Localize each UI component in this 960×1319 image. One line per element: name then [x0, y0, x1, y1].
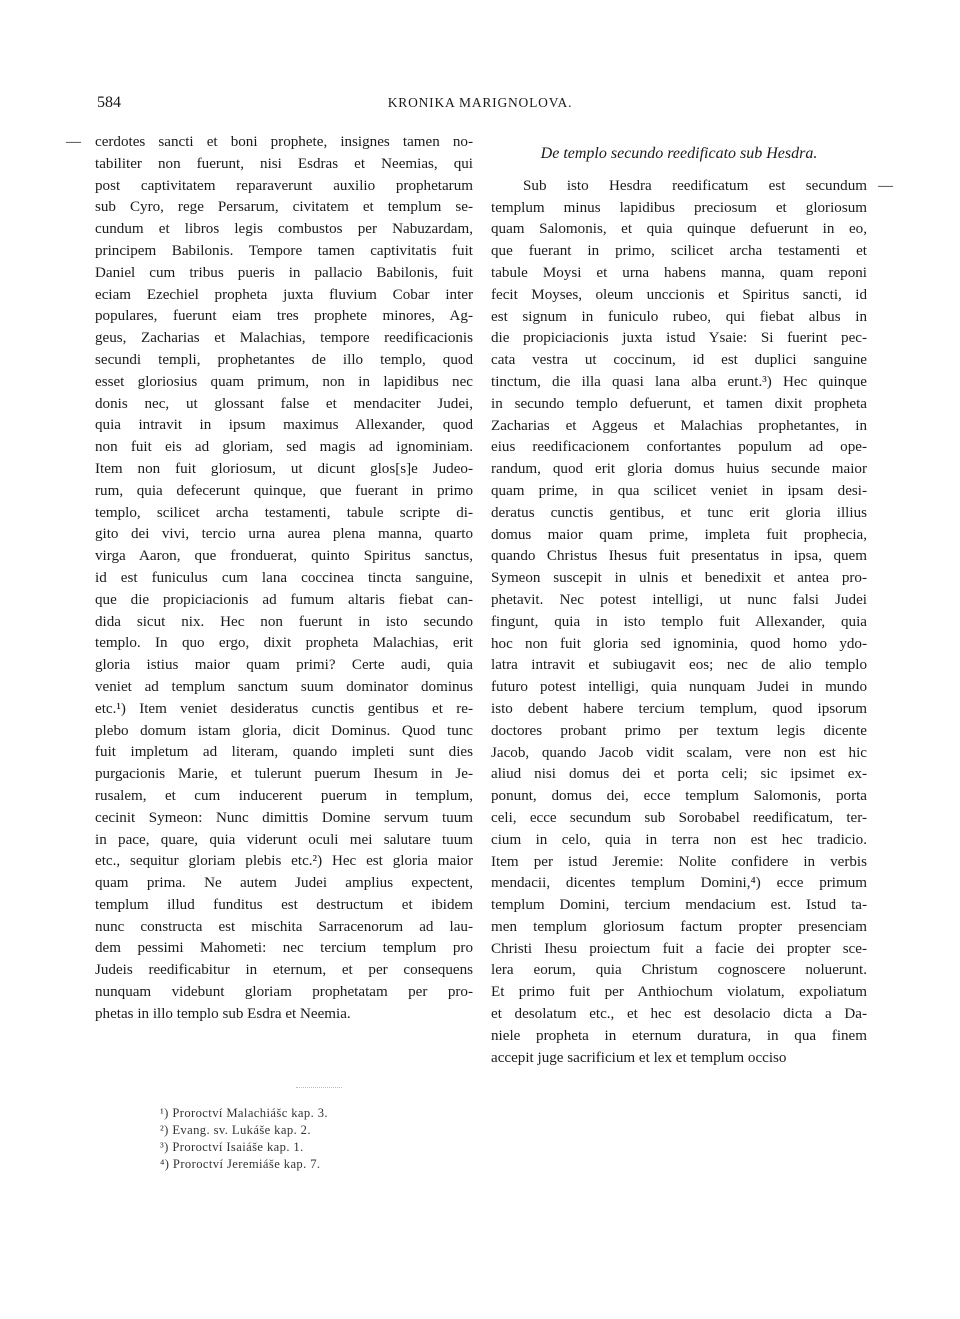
text-line: quam prima. Ne autem Judei amplius expectent, [95, 875, 473, 892]
text-line: ponunt, domus dei, ecce templum Salomonis, porta [491, 788, 867, 805]
text-line: est signum in funiculo rubeo, qui fiebat albus in [491, 308, 867, 325]
text-line: non fuit eis ad gloriam, sed magis ad ignominiam. [95, 439, 473, 456]
margin-dash-left: — [66, 134, 81, 150]
text-line: quam Salomonis, et quia quinque defuerunt in eo, [491, 221, 867, 238]
text-line: celi, ecce secundum sub Sorobabel reedificatum, ter- [491, 809, 867, 826]
text-line: in pace, quare, quia viderunt oculi mei salutare tuum [95, 831, 473, 848]
text-line: eius reedificacionem confortantes populum ad ope- [491, 439, 867, 456]
text-line: quia intravit in ipsum maximus Allexander, quod [95, 417, 473, 434]
text-line: id est funiculus cum lana coccinea tincta sanguine, [95, 569, 473, 586]
text-line: cecinit Symeon: Nunc dimittis Domine servum tuum [95, 809, 473, 826]
text-line: Christi Ihesu proiectum fuit a facie dei propter sce- [491, 940, 867, 957]
text-line: etc.¹) Item veniet desideratus cunctis gentibus et re- [95, 700, 473, 717]
text-line: isto debent habere tercium templum, quod ipsorum [491, 700, 867, 717]
left-column [95, 132, 473, 1026]
text-line: que die propiciacionis ad fumum altaris fiebat can- [95, 591, 473, 608]
footnote: ⁴) Proroctví Jeremiáše kap. 7. [160, 1157, 321, 1171]
section-heading: De templo secundo reedificato sub Hesdra. [540, 145, 818, 162]
text-line: que fuerant in primo, scilicet archa testamenti et [491, 243, 867, 260]
text-line: Judeis reedificabitur in eternum, et per consequens [95, 962, 473, 979]
text-line: Sub isto Hesdra reedificatum est secundum [523, 177, 867, 194]
text-line: randum, quod erit gloria domus huius secunde maior [491, 461, 867, 478]
text-line: hoc non fuit gloria sed ignominia, quod homo ydo- [491, 635, 867, 652]
text-line: tabiliter non fuerunt, nisi Esdras et Neemias, qui [95, 155, 473, 172]
text-line: niele propheta in eternum duratura, in qua finem [491, 1027, 867, 1044]
text-line: nunc constructa est mischita Sarracenorum ad lau- [95, 918, 473, 935]
text-line: Symeon suscepit in ulnis et benedixit et antea pro- [491, 570, 867, 587]
text-line: accepit juge sacrificium et lex et templum occiso [491, 1049, 787, 1066]
text-line: virga Aaron, que fronduerat, quinto Spiritus sanctus, [95, 548, 473, 565]
text-line: et desolatum etc., et hec est desolacio dicta a Da- [491, 1006, 867, 1023]
text-line: cium in celo, quia in terra non est hec tradicio. [491, 831, 867, 848]
text-line: esset gloriosius quam primum, non in lapidibus nec [95, 373, 473, 390]
text-line: secundi templi, prophetantes de illo templo, quod [95, 351, 473, 368]
text-line: gito dei vivi, tercio urna aurea plena manna, quarto [95, 526, 473, 543]
text-line: templum minus lapidibus preciosum et gloriosum [491, 199, 867, 216]
footnote: ¹) Proroctví Malachiášc kap. 3. [160, 1106, 328, 1120]
text-line: fuit impletum ad literam, quando impleti sunt dies [95, 744, 473, 761]
text-line: veniet ad templum sanctum suum dominator dominus [95, 678, 473, 695]
text-line: die propiciacionis juxta istud Ysaie: Si fuerint pec- [491, 330, 867, 347]
text-line: aliud nisi domus dei et porta celi; sic ipsimet ex- [491, 766, 867, 783]
text-line: cata vestra ut coccinum, id est duplici sanguine [491, 352, 867, 369]
text-line: phetas in illo templo sub Esdra et Neemia. [95, 1005, 351, 1022]
text-line: lera eorum, quia Christum cognoscere noluerunt. [491, 962, 867, 979]
running-title: KRONIKA MARIGNOLOVA. [387, 95, 573, 110]
text-line: quando Christus Ihesus fuit presentatus in ipsa, quem [491, 548, 867, 565]
text-line: Et primo fuit per Anthiochum violatum, expoliatum [491, 984, 867, 1001]
text-line: sub Cyro, rege Persarum, civitatem et templum se- [95, 199, 473, 216]
text-line: donis nec, ut glossant false et mendaciter Judei, [95, 395, 473, 412]
text-line: tinctum, die illa quasi lana alba erunt.³) Hec quinque [491, 373, 867, 390]
text-line: templum Domini, tercium mendacium est. Istud ta- [491, 897, 867, 914]
text-line: Item per istud Jeremie: Nolite confidere in verbis [491, 853, 867, 870]
text-line: futuro potest intelligi, quia nunquam Judei in mundo [491, 679, 867, 696]
text-line: geus, Zacharias et Malachias, tempore reedificacionis [95, 330, 473, 347]
text-line: deratus cunctis gentibus, et tunc erit gloria illius [491, 504, 867, 521]
text-line: nunquam videbunt gloriam prophetatam per pro- [95, 984, 473, 1001]
text-line: Jacob, quando Jacob vidit scalam, vere non est hic [491, 744, 867, 761]
text-line: Zacharias et Aggeus et Malachias prophetantes, in [491, 417, 867, 434]
text-line: gloria istius maior quam primi? Certe audi, quia [95, 657, 473, 674]
text-line: templo. In quo ergo, dixit propheta Malachias, erit [95, 635, 473, 652]
text-line: eciam Ezechiel propheta juxta fluvium Cobar inter [95, 286, 473, 303]
text-line: tabule Moysi et urna habens manna, quam reponi [491, 264, 867, 281]
margin-dash-right: — [878, 178, 893, 194]
text-line: principem Babilonis. Tempore tamen captivitatis fuit [95, 242, 473, 259]
text-line: Item non fuit gloriosum, ut dicunt glos[s]e Judeo- [95, 460, 473, 477]
text-line: populares, fuerunt eiam tres prophete minores, Ag- [95, 308, 473, 325]
text-line: templo, scilicet archa testamenti, tabule scripte di- [95, 504, 473, 521]
text-line: mendacii, dicentes templum Domini,⁴) ecce primum [491, 875, 867, 892]
footnotes [160, 1105, 328, 1173]
text-line: rum, quia defecerunt quinque, que fuerant in primo [95, 482, 473, 499]
text-line: phetavit. Nec potest intelligi, ut nunc falsi Judei [491, 591, 867, 608]
footnote-separator [296, 1087, 342, 1088]
text-line: plebo domum istam gloria, dicit Dominus. Quod tunc [95, 722, 473, 739]
text-line: post captivitatem reparaverunt auxilio prophetarum [95, 177, 473, 194]
text-line: cundum et libros legis combustos per Nabuzardam, [95, 221, 473, 238]
text-line: fingunt, quia in isto templo fuit Allexander, quia [491, 613, 867, 630]
text-line: doctores probant primo per textum legis dicente [491, 722, 867, 739]
text-line: quam prime, in qua scilicet veniet in ipsam desi- [491, 482, 867, 499]
right-column [491, 132, 867, 1069]
text-line: in secundo templo defuerunt, et tamen dixit propheta [491, 395, 867, 412]
text-line: dida sicut nix. Hec non fuerunt in isto secundo [95, 613, 473, 630]
footnote: ³) Proroctví Isaiáše kap. 1. [160, 1140, 304, 1154]
text-line: rusalem, et cum inducerent puerum in templum, [95, 787, 473, 804]
text-line: templum illud funditus est destructum et ibidem [95, 896, 473, 913]
text-line: cerdotes sancti et boni prophete, insignes tamen no- [95, 134, 473, 150]
text-line: etc., sequitur gloriam plebis etc.²) Hec est gloria maior [95, 853, 473, 870]
footnote: ²) Evang. sv. Lukáše kap. 2. [160, 1123, 311, 1137]
text-line: domus maior quam prime, impleta fuit prophecia, [491, 526, 867, 543]
text-line: dem pessimi Mahometi: nec tercium templum pro [95, 940, 473, 957]
text-line: purgacionis Marie, et tulerunt puerum Ihesum in Je- [95, 766, 473, 783]
text-line: latra intravit et subiugavit eos; nec de alio templo [491, 657, 867, 674]
text-line: men templum gloriosum factum propter presenciam [491, 918, 867, 935]
text-line: fecit Moyses, oleum unccionis et Spiritus sancti, id [491, 286, 867, 303]
text-line: Daniel cum tribus pueris in pallacio Babilonis, fuit [95, 264, 473, 281]
page-number: 584 [97, 94, 121, 111]
